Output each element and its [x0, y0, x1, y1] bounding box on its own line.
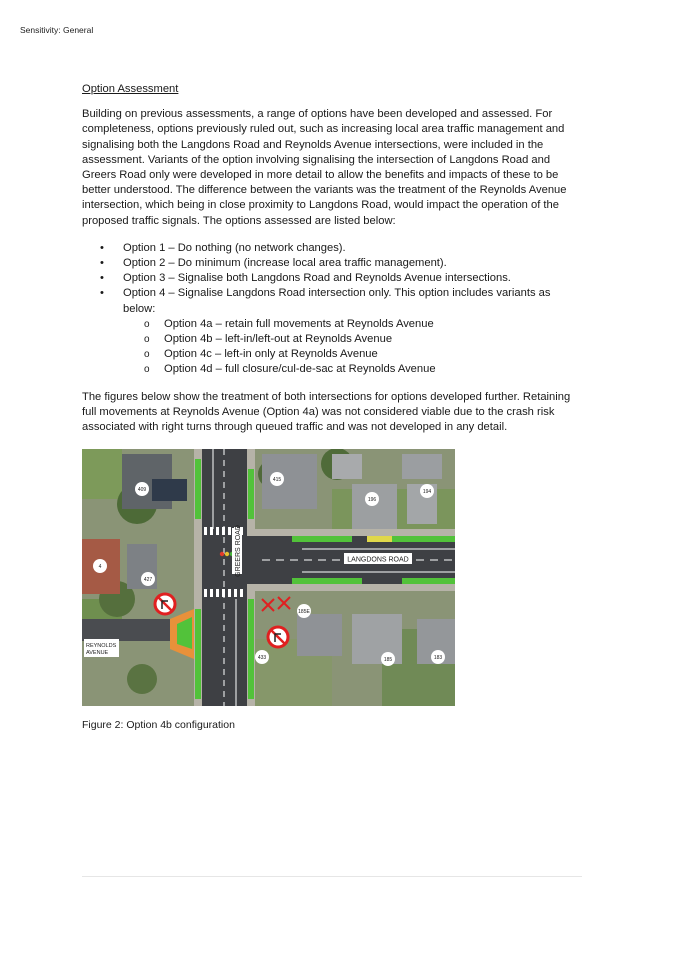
document-body: [82, 82, 582, 447]
list-item: [123, 362, 582, 377]
house-number-409: 409: [137, 487, 147, 493]
sensitivity-label: Sensitivity: General: [20, 25, 94, 35]
intersection-map: [82, 449, 455, 706]
option-3-text: Option 3 – Signalise both Langdons Road and Reynolds Avenue intersections.: [123, 272, 511, 285]
options-list: [82, 241, 582, 378]
bullet-glyph: •: [100, 257, 104, 270]
sub-bullet-glyph: o: [144, 349, 150, 361]
option-4b-text: Option 4b – left-in/left-out at Reynolds Avenue: [164, 333, 393, 346]
sub-bullet-glyph: o: [144, 364, 150, 376]
reynolds-avenue-label-line2: AVENUE: [86, 650, 109, 656]
section-heading: Option Assessment: [82, 83, 179, 95]
list-item: [123, 317, 582, 332]
house-number-433: 433: [257, 655, 267, 661]
figure-caption: Figure 2: Option 4b configuration: [82, 719, 235, 731]
footer-divider: [82, 876, 582, 877]
list-item: [123, 347, 582, 362]
sub-options-list: [123, 317, 582, 378]
house-number-427: 427: [143, 577, 153, 583]
sub-bullet-glyph: o: [144, 334, 150, 346]
option-4d-text: Option 4d – full closure/cul-de-sac at Reynolds Avenue: [164, 363, 436, 376]
option-4a-text: Option 4a – retain full movements at Reynolds Avenue: [164, 317, 434, 330]
list-item: [82, 286, 582, 377]
list-item: [82, 271, 582, 286]
house-number-196: 196: [367, 497, 377, 503]
house-number-415: 415: [272, 477, 282, 483]
house-number-4: 4: [98, 564, 102, 570]
no-right-turn-icon: [268, 627, 288, 647]
list-item: [82, 256, 582, 271]
house-number-194: 194: [422, 489, 432, 495]
langdons-road-label: LANGDONS ROAD: [347, 556, 409, 564]
list-item: [123, 332, 582, 347]
sub-bullet-glyph: o: [144, 318, 150, 330]
bullet-glyph: •: [100, 287, 104, 300]
reynolds-avenue-label-line1: REYNOLDS: [86, 643, 117, 649]
house-number-185e: 185E: [298, 609, 310, 615]
house-number-185: 185: [383, 657, 393, 663]
option-2-text: Option 2 – Do minimum (increase local area traffic management).: [123, 257, 447, 270]
house-number-183: 183: [433, 655, 443, 661]
option-4c-text: Option 4c – left-in only at Reynolds Avenue: [164, 348, 378, 361]
no-right-turn-icon: [155, 594, 175, 614]
greers-road-label: GREERS ROAD: [235, 525, 242, 577]
option-4-text: Option 4 – Signalise Langdons Road intersection only. This option includes variants as below:: [123, 287, 551, 315]
closing-paragraph: The figures below show the treatment of both intersections for options developed further. Retaining full movements at Reynolds Avenue (Option 4a) was not considered viable due to the crash risk associated with right turns through queued traffic and was not developed in any detail.: [82, 390, 571, 434]
list-item: [82, 241, 582, 256]
intersection-aerial-figure: [82, 449, 455, 706]
bullet-glyph: •: [100, 241, 104, 254]
intro-paragraph: Building on previous assessments, a range of options have been developed and assessed. For completeness, options previously ruled out, such as increasing local area traffic management and signalising both the Langdons Road and Reynolds Avenue intersections, were included in the assessment. Variants of the option involving signalising the intersection of Langdons Road and Greers Road only were developed in more detail to allow the benefits and impacts of these to be better understood. The difference between the variants was the treatment of the Reynolds Avenue intersection, which being in close proximity to Langdons Road, would impact the operation of the proposed traffic signals. The options assessed are listed below:: [82, 108, 567, 227]
option-1-text: Option 1 – Do nothing (no network changes).: [123, 241, 346, 254]
bullet-glyph: •: [100, 272, 104, 285]
